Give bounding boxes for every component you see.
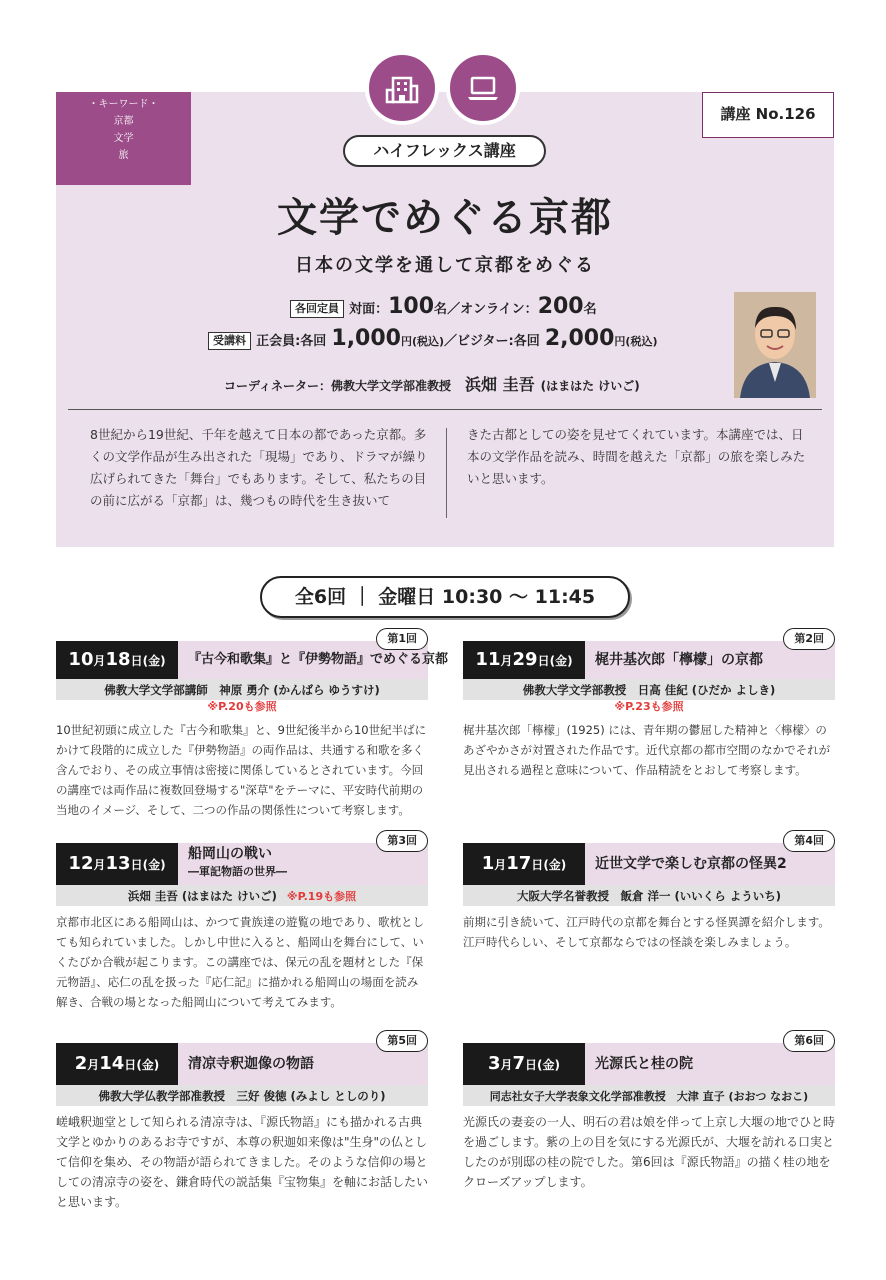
capacity-label: 対面：: [349, 302, 389, 317]
page-title: 文学でめぐる京都: [277, 195, 613, 241]
capacity-line: [290, 294, 597, 319]
session-header: [463, 1034, 835, 1085]
session-ref: ※P.23も参照: [614, 700, 684, 713]
session-ref: ※P.20も参照: [207, 700, 277, 713]
session-desc: 梶井基次郎「檸檬」(1925) には、青年期の鬱屈した精神と〈檸檬〉のあざやかさが対置された作品です。近代京都の都市空間のなかでそれが見出される過程と意味について、作品精読をとおして考察します。: [463, 723, 831, 777]
keyword-header: ・キーワード・: [88, 99, 159, 110]
session-title-main: 船岡山の戦い: [188, 846, 272, 862]
schedule-banner: 全6回 ｜ 金曜日 10:30 ～ 11:45: [260, 576, 630, 618]
session-date: 11月29日(金): [463, 641, 585, 679]
keyword-item: 文学: [113, 133, 134, 144]
fee-unit: 円(税込): [400, 335, 445, 348]
session-header: [463, 632, 835, 679]
session-title: 清凉寺釈迦像の物語: [188, 1056, 314, 1072]
coordinator-name: 浜畑 圭吾: [465, 375, 535, 394]
session-date: 2月14日(金): [56, 1043, 178, 1085]
capacity-unit: 名: [434, 302, 448, 317]
session-header: [56, 834, 428, 885]
fee-sep: ／ビジター:各回: [444, 334, 540, 349]
coordinator-label: コーディネーター：佛教大学文学部准教授: [224, 379, 452, 393]
fee-label: 正会員:各回: [256, 334, 327, 349]
session-title: 『古今和歌集』と『伊勢物語』でめぐる京都: [188, 652, 449, 667]
session-instructor: 佛教大学文学部講師 神原 勇介 (かんばら ゆうすけ): [56, 679, 428, 700]
lecture-number: 講座 No.126: [702, 92, 834, 138]
session-desc: 前期に引き続いて、江戸時代の京都を舞台とする怪異譚を紹介します。江戸時代らしい、そして京都ならではの怪談を楽しみましょう。: [463, 915, 830, 949]
session-title: 梶井基次郎「檸檬」の京都: [595, 652, 763, 668]
session-instructor: 佛教大学仏教学部准教授 三好 俊徳 (みよし としのり): [56, 1085, 428, 1106]
coordinator-line: [224, 372, 640, 395]
fee-num: 1,000: [331, 326, 401, 351]
session-title: 近世文学で楽しむ京都の怪異2: [595, 856, 787, 872]
session-block: [56, 830, 428, 1012]
laptop-icon: [446, 51, 520, 125]
session-number: 第5回: [376, 1030, 428, 1052]
session-instructor-name: 浜畑 圭吾 (はまはた けいご): [127, 889, 277, 903]
coordinator-reading: (はまはた けいご): [540, 379, 640, 393]
session-date: 3月7日(金): [463, 1043, 585, 1085]
session-number: 第6回: [783, 1030, 835, 1052]
session-number: 第2回: [783, 628, 835, 650]
session-header: [56, 632, 449, 679]
session-block: [56, 1030, 428, 1212]
capacity-num: 100: [388, 294, 435, 319]
capacity-num: 200: [537, 294, 584, 319]
session-header: [463, 834, 835, 885]
keyword-item: 京都: [113, 116, 134, 127]
session-instructor: [56, 885, 428, 906]
session-desc: 10世紀初頭に成立した『古今和歌集』と、9世紀後半から10世紀半ばにかけて段階的に成立した『伊勢物語』の両作品は、共通する和歌を多く含んでおり、その成立事情は密接に関係しているとされています。今回の講座では両作品に複数回登場する"深草"をテーマに、平安時代前期の当地のイメージ、そして、二つの作品の関係性について考察します。: [56, 723, 427, 817]
session-header: [56, 1034, 428, 1085]
session-block: [463, 1030, 835, 1192]
session-ref: ※P.19も参照: [286, 890, 357, 903]
session-number: 第4回: [783, 830, 835, 852]
session-instructor: 大阪大学名誉教授 飯倉 洋一 (いいくら よういち): [463, 885, 835, 906]
session-subtitle: ―軍記物語の世界―: [188, 865, 287, 878]
session-block: [463, 830, 835, 952]
session-desc: 光源氏の妻妾の一人、明石の君は娘を伴って上京し大堰の地でひと時を過ごします。紫の上の目を気にする光源氏が、大堰を訪れる口実としたのが別邸の桂の院でした。第6回は『源氏物語』の描く桂の地をクローズアップします。: [463, 1115, 836, 1189]
building-icon: [365, 51, 439, 125]
session-title: 光源氏と桂の院: [595, 1056, 693, 1072]
session-desc: 京都市北区にある船岡山は、かつて貴族達の遊覧の地であり、歌枕としても知られていました。しかし中世に入ると、船岡山を舞台にして、いくたびか合戦が起こります。この講座では、保元の乱を題材とした『保元物語』、応仁の乱を扱った『応仁記』に描かれる船岡山の場面を読み解き、合戦の場となった船岡山について考えてみます。: [56, 915, 424, 1009]
format-label: ハイフレックス講座: [343, 135, 546, 167]
intro-text-right: きた古都としての姿を見せてくれています。本講座では、日本の文学作品を読み、時間を越えた「京都」の旅を楽しみたいと思います。: [467, 427, 806, 486]
fee-unit: 円(税込): [614, 335, 658, 348]
capacity-sep: ／オンライン：: [447, 302, 538, 317]
session-block: [463, 628, 835, 780]
session-instructor: 佛教大学文学部教授 日高 佳紀 (ひだか よしき): [463, 679, 835, 700]
coordinator-photo: [734, 292, 816, 398]
session-block: [56, 628, 449, 820]
session-number: 第1回: [376, 628, 428, 650]
session-date: 1月17日(金): [463, 843, 585, 885]
fee-tag: 受講料: [208, 332, 251, 350]
capacity-unit: 名: [583, 302, 597, 317]
intro-text-left: 8世紀から19世紀、千年を越えて日本の都であった京都。多くの文学作品が生み出された「現場」であり、ドラマが繰り広げられてきた「舞台」でもあります。そして、私たちの目の前に広がる「京都」は、幾つもの時代を生き抜いて: [90, 427, 428, 508]
capacity-tag: 各回定員: [290, 300, 344, 318]
divider: [446, 428, 447, 518]
divider: [68, 409, 822, 410]
session-desc: 嵯峨釈迦堂として知られる清凉寺は、『源氏物語』にも描かれる古典文学とゆかりのあるお寺ですが、本尊の釈迦如来像は"生身"の仏として信仰を集め、その物語が語られてきました。そのような信仰の場としての清凉寺の姿を、鎌倉時代の説話集『宝物集』を軸にお話したいと思います。: [56, 1115, 429, 1209]
session-date: 10月18日(金): [56, 641, 178, 679]
fee-line: [208, 326, 657, 351]
fee-num: 2,000: [544, 326, 615, 351]
session-date: 12月13日(金): [56, 843, 178, 885]
session-number: 第3回: [376, 830, 428, 852]
page-subtitle: 日本の文学を通して京都をめぐる: [295, 255, 595, 276]
keyword-box: [56, 92, 191, 185]
session-instructor: 同志社女子大学表象文化学部准教授 大津 直子 (おおつ なおこ): [463, 1085, 835, 1106]
keyword-item: 旅: [118, 150, 129, 161]
